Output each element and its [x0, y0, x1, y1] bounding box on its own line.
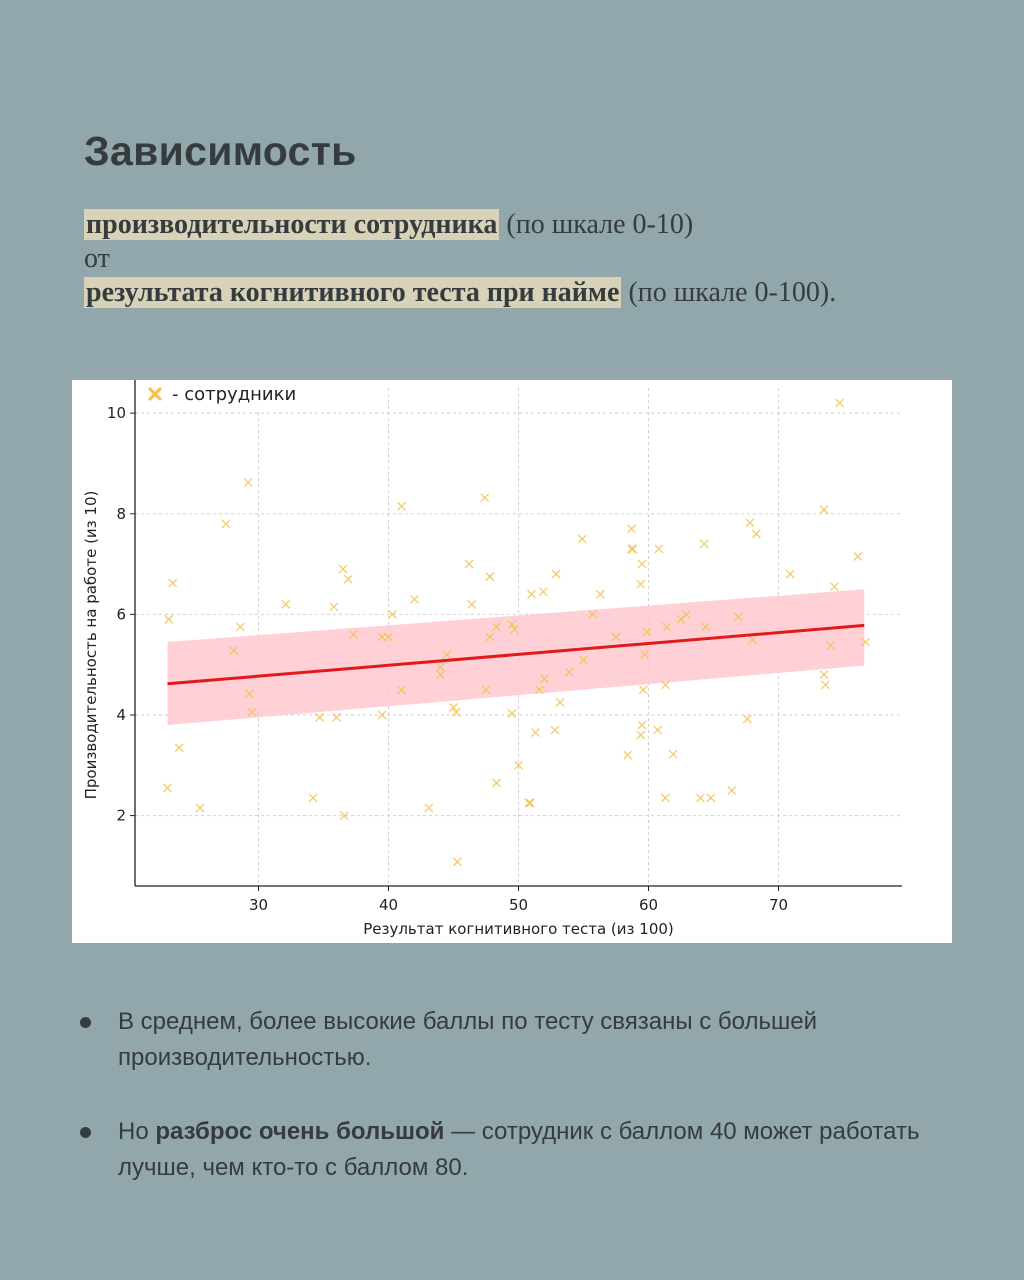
data-point — [655, 545, 663, 553]
data-point — [244, 479, 252, 487]
data-point — [169, 579, 177, 587]
legend-label: - сотрудники — [172, 384, 297, 405]
legend — [139, 380, 307, 410]
bullet-dot-icon — [80, 1017, 91, 1028]
data-point — [752, 530, 760, 538]
subtitle-line-1 — [84, 208, 984, 242]
data-point — [551, 726, 559, 734]
data-point — [830, 583, 838, 591]
data-point — [378, 711, 386, 719]
bullet-list — [76, 1004, 976, 1224]
data-point — [398, 502, 406, 510]
data-point — [492, 779, 500, 787]
x-axis-label: Результат когнитивного теста (из 100) — [363, 920, 674, 938]
page-title: Зависимость — [84, 128, 357, 174]
data-point — [165, 615, 173, 623]
x-tick-label: 70 — [768, 896, 789, 914]
data-point — [196, 804, 204, 812]
data-point — [661, 794, 669, 802]
data-point — [330, 603, 338, 611]
data-point — [669, 750, 677, 758]
data-point — [654, 726, 662, 734]
data-point — [639, 686, 647, 694]
bullet-1-text: В среднем, более высокие баллы по тесту связаны с большей производительностью. — [118, 1008, 817, 1071]
data-point — [786, 570, 794, 578]
data-point — [453, 858, 461, 866]
subtitle-line-2: от — [84, 243, 110, 274]
data-point — [552, 570, 560, 578]
y-tick-label: 2 — [116, 806, 126, 825]
data-point — [539, 588, 547, 596]
data-point — [821, 681, 829, 689]
data-point — [175, 744, 183, 752]
data-point — [465, 560, 473, 568]
data-point — [628, 525, 636, 533]
data-point — [164, 784, 172, 792]
bullet-2-text: — сотрудник с баллом 40 может работать лучше, чем кто-то с баллом 80. — [118, 1118, 920, 1181]
data-point — [525, 799, 533, 807]
x-tick-label: 50 — [508, 896, 529, 914]
y-tick-label: 6 — [116, 605, 126, 624]
subtitle-line-3 — [84, 276, 984, 310]
data-point — [638, 560, 646, 568]
data-point — [222, 520, 230, 528]
data-point — [316, 713, 324, 721]
bullet-item-1 — [76, 1004, 976, 1076]
data-point — [836, 399, 844, 407]
data-point — [411, 595, 419, 603]
x-tick-label: 60 — [638, 896, 659, 914]
data-point — [637, 731, 645, 739]
data-point — [707, 794, 715, 802]
y-tick-label: 8 — [116, 504, 126, 523]
data-point — [486, 573, 494, 581]
bullet-item-2 — [76, 1114, 976, 1186]
data-point — [526, 799, 534, 807]
x-tick-label: 30 — [248, 896, 269, 914]
data-point — [629, 545, 637, 553]
chart-svg — [72, 380, 952, 943]
bullet-2-emphasis: разброс очень большой — [155, 1118, 445, 1145]
scatter-chart — [72, 380, 952, 943]
data-point — [339, 565, 347, 573]
y-tick-label: 10 — [106, 404, 126, 423]
data-point — [309, 794, 317, 802]
x-tick-label: 40 — [378, 896, 399, 914]
data-point — [333, 713, 341, 721]
data-point — [425, 804, 433, 812]
data-point — [746, 519, 754, 527]
data-point — [531, 729, 539, 737]
data-point — [820, 506, 828, 514]
data-point — [637, 580, 645, 588]
y-tick-label: 4 — [116, 705, 126, 724]
confidence-band — [168, 589, 865, 725]
highlight-performance: производительности сотрудника — [86, 209, 498, 240]
subtitle-scale-performance: (по шкале 0-10) — [499, 209, 694, 240]
data-point — [236, 623, 244, 631]
bullet-dot-icon — [80, 1127, 91, 1138]
data-point — [628, 545, 636, 553]
data-point — [282, 600, 290, 608]
data-point — [820, 671, 828, 679]
data-point — [344, 575, 352, 583]
data-point — [743, 715, 751, 723]
data-point — [481, 494, 489, 502]
data-point — [700, 540, 708, 548]
bullet-2-prefix: Но — [118, 1118, 156, 1145]
data-point — [596, 590, 604, 598]
y-axis-label: Производительность на работе (из 10) — [82, 490, 100, 800]
data-point — [854, 553, 862, 561]
data-point — [528, 590, 536, 598]
data-point — [728, 786, 736, 794]
highlight-test-result: результата когнитивного теста при найме — [86, 277, 620, 308]
data-point — [697, 794, 705, 802]
data-point — [468, 600, 476, 608]
subtitle — [84, 208, 984, 310]
data-point — [556, 698, 564, 706]
data-point — [638, 721, 646, 729]
subtitle-scale-test: (по шкале 0-100). — [621, 277, 837, 308]
data-point — [578, 535, 586, 543]
data-point — [508, 709, 516, 717]
data-point — [624, 751, 632, 759]
